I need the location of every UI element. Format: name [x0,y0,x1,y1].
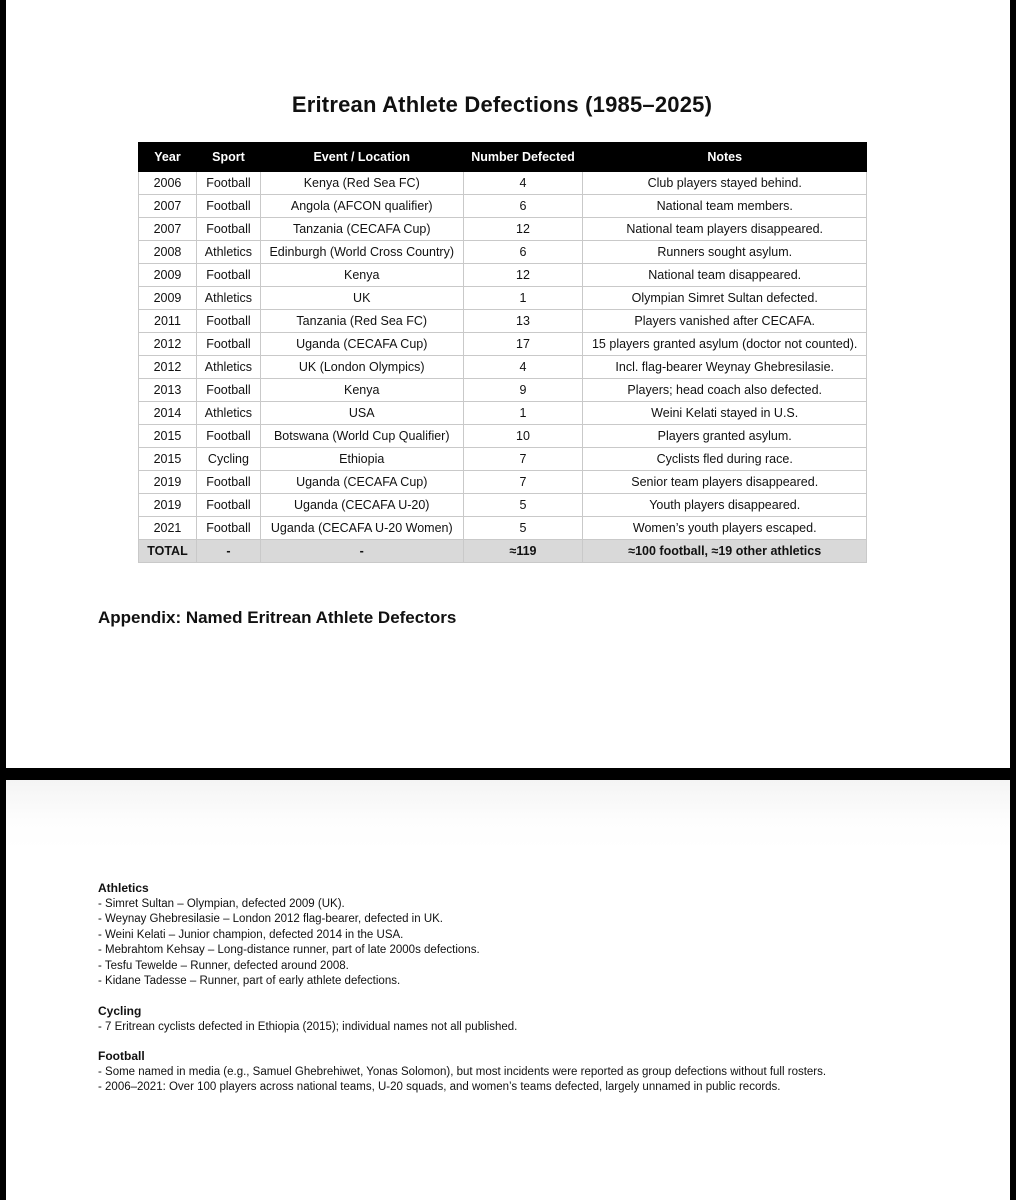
cell-notes: National team members. [583,195,867,218]
table-row [139,287,867,310]
cell-number-defected: 9 [463,379,583,402]
table-row [139,471,867,494]
athletics-line: - Weynay Ghebresilasie – London 2012 flag-bearer, defected in UK. [98,913,443,925]
cell-year: 2012 [139,333,197,356]
table-row [139,172,867,195]
table-row [139,264,867,287]
table-row [139,448,867,471]
cell-sport: Athletics [196,402,260,425]
header-number-defected: Number Defected [463,143,583,172]
cell-notes: Players granted asylum. [583,425,867,448]
athletics-line: - Kidane Tadesse – Runner, part of early athlete defections. [98,975,401,987]
cell-notes: National team players disappeared. [583,218,867,241]
football-line: - 2006–2021: Over 100 players across national teams, U-20 squads, and women’s teams defected, largely unnamed in public records. [98,1081,781,1093]
cell-number-defected: 1 [463,287,583,310]
cell-event-location: Uganda (CECAFA U-20 Women) [260,517,463,540]
cell-year: 2006 [139,172,197,195]
cell-number-defected: 5 [463,517,583,540]
cell-sport: Football [196,425,260,448]
table-header-row [139,143,867,172]
cell-event-location: Angola (AFCON qualifier) [260,195,463,218]
cell-year: 2007 [139,195,197,218]
defections-table [138,142,867,563]
athletics-line: - Tesfu Tewelde – Runner, defected around 2008. [98,959,349,972]
table-row [139,517,867,540]
cell-event-location: UK (London Olympics) [260,356,463,379]
cell-number-defected: 7 [463,471,583,494]
total-cell-year: TOTAL [139,540,197,563]
table-row [139,494,867,517]
cell-notes: Runners sought asylum. [583,241,867,264]
header-year: Year [139,143,197,172]
cell-year: 2007 [139,218,197,241]
table-row [139,333,867,356]
cell-notes: Players vanished after CECAFA. [583,310,867,333]
cell-notes: Cyclists fled during race. [583,448,867,471]
cell-number-defected: 13 [463,310,583,333]
total-cell-notes: ≈100 football, ≈19 other athletics [583,540,867,563]
table-row [139,425,867,448]
cell-sport: Football [196,333,260,356]
table-row [139,379,867,402]
cell-year: 2012 [139,356,197,379]
cell-event-location: Uganda (CECAFA Cup) [260,471,463,494]
cell-year: 2021 [139,517,197,540]
cell-sport: Athletics [196,241,260,264]
cell-sport: Football [196,471,260,494]
cell-sport: Football [196,310,260,333]
cycling-heading: Cycling [98,1004,142,1018]
cell-notes: Women’s youth players escaped. [583,517,867,540]
cell-number-defected: 12 [463,218,583,241]
cell-notes: National team disappeared. [583,264,867,287]
cell-sport: Cycling [196,448,260,471]
cell-notes: Weini Kelati stayed in U.S. [583,402,867,425]
athletics-section [98,881,480,990]
cycling-section [98,1004,517,1035]
cycling-line: - 7 Eritrean cyclists defected in Ethiopia (2015); individual names not all published. [98,1020,518,1033]
athletics-line: - Simret Sultan – Olympian, defected 2009 (UK). [98,897,345,910]
cell-sport: Athletics [196,287,260,310]
cell-number-defected: 6 [463,241,583,264]
cell-notes: Senior team players disappeared. [583,471,867,494]
cell-year: 2015 [139,425,197,448]
football-line: - Some named in media (e.g., Samuel Ghebrehiwet, Yonas Solomon), but most incidents were reported as group defections without full rosters. [98,1065,827,1078]
cell-sport: Athletics [196,356,260,379]
table-total-row [139,540,867,563]
cell-notes: Incl. flag-bearer Weynay Ghebresilasie. [583,356,867,379]
cell-number-defected: 17 [463,333,583,356]
cell-number-defected: 1 [463,402,583,425]
cell-year: 2011 [139,310,197,333]
total-cell-sport: - [196,540,260,563]
cell-notes: 15 players granted asylum (doctor not counted). [583,333,867,356]
table-row [139,195,867,218]
cell-sport: Football [196,264,260,287]
document-page-2 [6,780,1010,1200]
football-heading: Football [98,1049,145,1063]
cell-notes: Youth players disappeared. [583,494,867,517]
cell-event-location: Uganda (CECAFA Cup) [260,333,463,356]
cell-notes: Club players stayed behind. [583,172,867,195]
cell-sport: Football [196,494,260,517]
cell-event-location: Edinburgh (World Cross Country) [260,241,463,264]
table-row [139,356,867,379]
cell-sport: Football [196,218,260,241]
table-row [139,310,867,333]
cell-notes: Olympian Simret Sultan defected. [583,287,867,310]
cell-year: 2008 [139,241,197,264]
cell-event-location: Ethiopia [260,448,463,471]
header-sport: Sport [196,143,260,172]
cell-year: 2013 [139,379,197,402]
cell-year: 2014 [139,402,197,425]
athletics-line: - Mebrahtom Kehsay – Long-distance runner, part of late 2000s defections. [98,944,480,956]
cell-year: 2019 [139,471,197,494]
cell-event-location: Botswana (World Cup Qualifier) [260,425,463,448]
cell-sport: Football [196,517,260,540]
cell-number-defected: 4 [463,172,583,195]
cell-year: 2015 [139,448,197,471]
cell-number-defected: 7 [463,448,583,471]
cell-notes: Players; head coach also defected. [583,379,867,402]
cell-sport: Football [196,172,260,195]
appendix-title: Appendix: Named Eritrean Athlete Defectors [98,608,457,627]
cell-number-defected: 4 [463,356,583,379]
table-row [139,218,867,241]
cell-number-defected: 10 [463,425,583,448]
cell-event-location: Kenya [260,264,463,287]
athletics-heading: Athletics [98,881,149,895]
cell-year: 2009 [139,264,197,287]
document-title: Eritrean Athlete Defections (1985–2025) [291,92,713,117]
header-notes: Notes [583,143,867,172]
cell-event-location: Uganda (CECAFA U-20) [260,494,463,517]
cell-number-defected: 5 [463,494,583,517]
table-row [139,402,867,425]
cell-sport: Football [196,195,260,218]
cell-number-defected: 12 [463,264,583,287]
total-cell-event-location: - [260,540,463,563]
total-cell-number-defected: ≈119 [463,540,583,563]
table-row [139,241,867,264]
cell-event-location: Tanzania (Red Sea FC) [260,310,463,333]
header-event-location: Event / Location [260,143,463,172]
cell-event-location: Tanzania (CECAFA Cup) [260,218,463,241]
cell-number-defected: 6 [463,195,583,218]
cell-event-location: UK [260,287,463,310]
cell-event-location: Kenya [260,379,463,402]
cell-year: 2019 [139,494,197,517]
cell-year: 2009 [139,287,197,310]
athletics-line: - Weini Kelati – Junior champion, defected 2014 in the USA. [98,928,404,941]
cell-event-location: Kenya (Red Sea FC) [260,172,463,195]
football-section [98,1049,826,1096]
cell-event-location: USA [260,402,463,425]
cell-sport: Football [196,379,260,402]
